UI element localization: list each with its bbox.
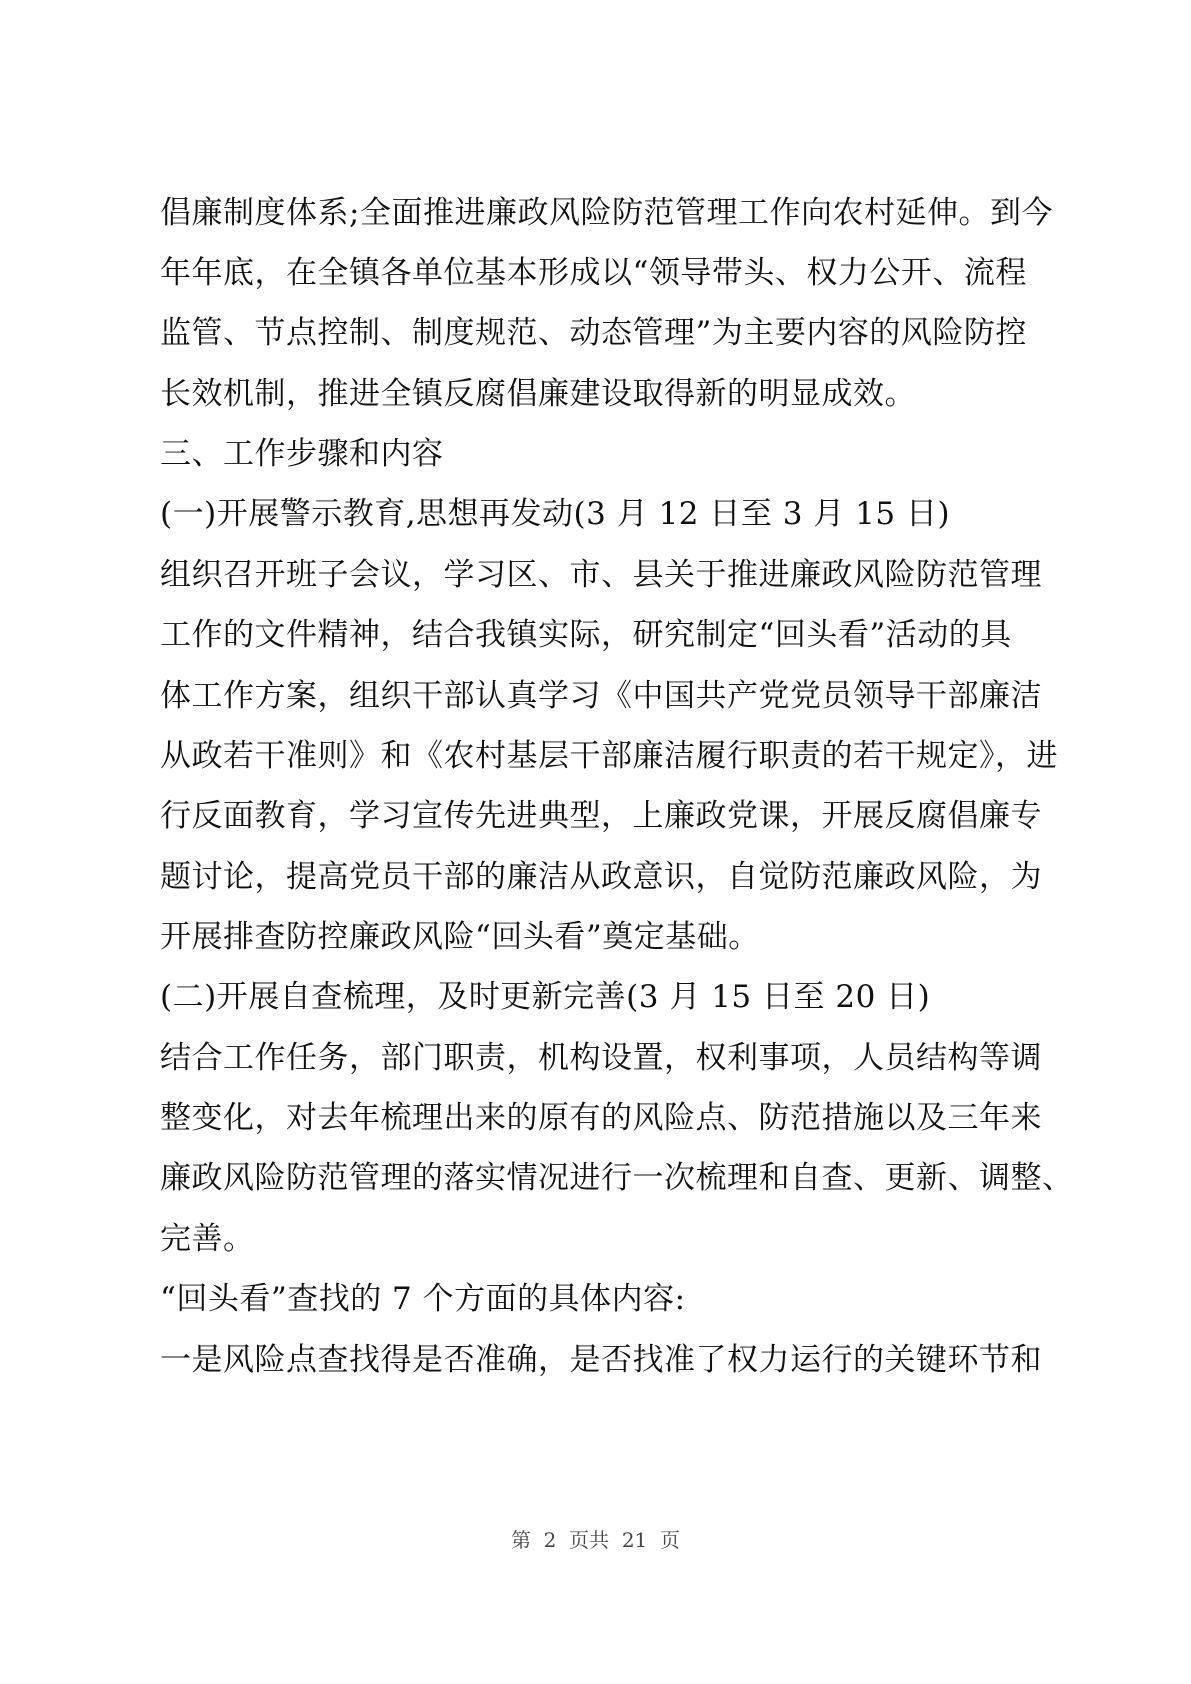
text-line-16: 整变化，对去年梳理出来的原有的风险点、防范措施以及三年来 xyxy=(160,1100,1042,1136)
text-line-20: 一是风险点查找得是否准确，是否找准了权力运行的关键环节和 xyxy=(160,1342,1042,1378)
subsection-heading-1: (一)开展警示教育,思想再发动(3 月 12 日至 3 月 15 日) xyxy=(160,496,951,532)
text-line-19: “回头看”查找的 7 个方面的具体内容: xyxy=(160,1281,686,1317)
text-line-17: 廉政风险防范管理的落实情况进行一次梳理和自查、更新、调整、 xyxy=(160,1160,1074,1196)
text-line-3: 监管、节点控制、制度规范、动态管理”为主要内容的风险防控 xyxy=(160,315,1027,351)
page-number-footer: 第 2 页共 21 页 xyxy=(510,1528,681,1552)
text-line-1: 倡廉制度体系;全面推进廉政风险防范管理工作向农村延伸。到今 xyxy=(160,195,1053,231)
section-heading: 三、工作步骤和内容 xyxy=(160,436,444,472)
text-line-8: 工作的文件精神，结合我镇实际，研究制定“回头看”活动的具 xyxy=(160,617,1012,653)
text-line-12: 题讨论，提高党员干部的廉洁从政意识，自觉防范廉政风险，为 xyxy=(160,859,1042,895)
text-line-4: 长效机制，推进全镇反腐倡廉建设取得新的明显成效。 xyxy=(160,376,916,412)
text-line-2: 年年底，在全镇各单位基本形成以“领导带头、权力公开、流程 xyxy=(160,255,1027,291)
text-line-7: 组织召开班子会议，学习区、市、县关于推进廉政风险防范管理 xyxy=(160,557,1042,593)
text-line-11: 行反面教育，学习宣传先进典型，上廉政党课，开展反腐倡廉专 xyxy=(160,798,1042,834)
subsection-heading-2: (二)开展自查梳理，及时更新完善(3 月 15 日至 20 日) xyxy=(160,979,931,1015)
text-line-18: 完善。 xyxy=(160,1221,255,1257)
text-line-10: 从政若干准则》和《农村基层干部廉洁履行职责的若干规定》，进 xyxy=(160,738,1058,774)
text-line-15: 结合工作任务，部门职责，机构设置，权利事项，人员结构等调 xyxy=(160,1040,1042,1076)
text-line-9: 体工作方案，组织干部认真学习《中国共产党党员领导干部廉洁 xyxy=(160,678,1042,714)
text-line-13: 开展排查防控廉政风险“回头看”奠定基础。 xyxy=(160,919,760,955)
